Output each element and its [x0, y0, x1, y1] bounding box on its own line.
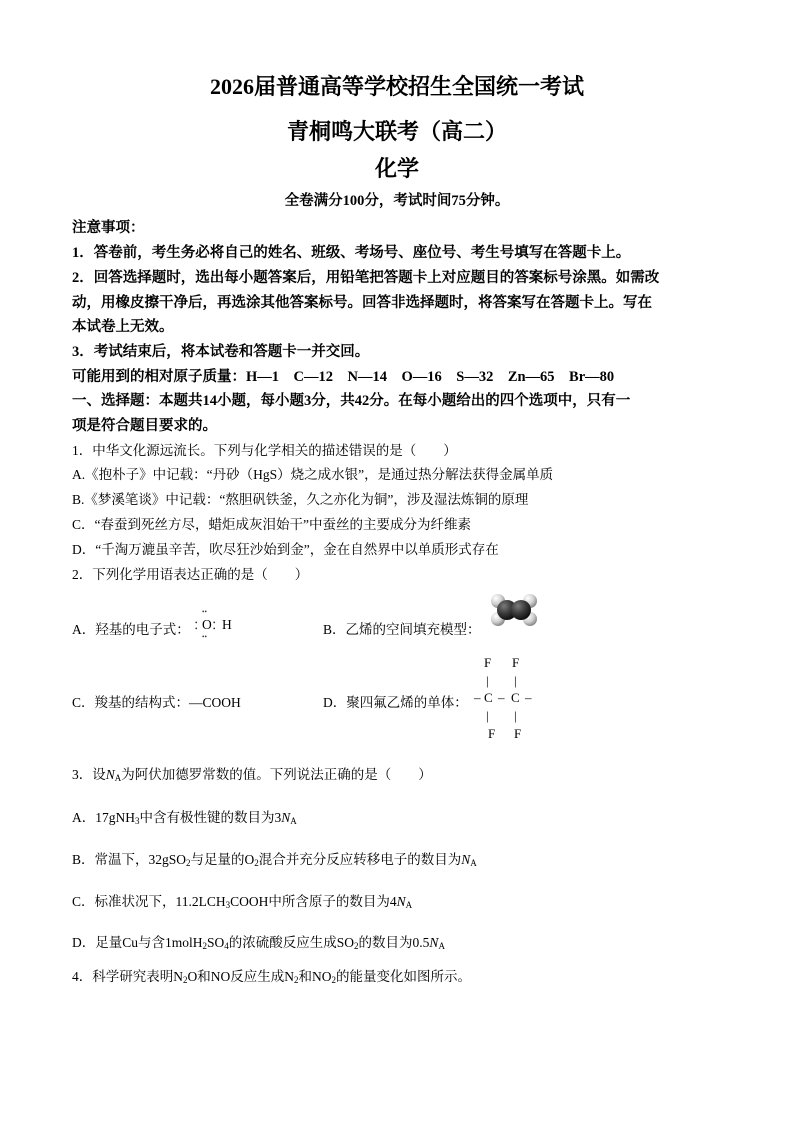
fluorine-bottom-left: F [488, 726, 496, 741]
fluorine-bottom-right: F [514, 726, 522, 741]
ethylene-space-filling-model [489, 592, 539, 628]
tetrafluoroethylene-structure [474, 652, 544, 748]
q2-option-b-label: B．乙烯的空间填充模型： [323, 622, 481, 637]
q3-option-d: D．足量Cu与含$1molH_2SO_4$的浓硫酸反应生成$SO_2$的数目为$0.5N_A$ [72, 935, 445, 951]
q1-option-c: C．“春蚕到死丝方尽，蜡炬成灰泪始干”中蚕丝的主要成分为纤维素 [72, 517, 471, 532]
bond-bottom-right: | [514, 708, 517, 723]
section-1-heading-cont: 项是符合题目要求的。 [72, 418, 217, 434]
q3-option-c: C．标准状况下，$11.2LCH_3COOH$中所含原子的数目为$4N_A$ [72, 894, 413, 910]
fluorine-top-right: F [512, 655, 520, 670]
q1-option-b: B.《梦溪笔谈》中记载：“熬胆矾铁釜，久之亦化为铜”，涉及湿法炼铜的原理 [72, 492, 529, 507]
notes-heading: 注意事项： [72, 220, 145, 236]
q2-option-c: C．羧基的结构式：—COOH [72, 695, 241, 710]
note-1: 1．答卷前，考生务必将自己的姓名、班级、考场号、座位号、考生号填写在答题卡上。 [72, 245, 631, 261]
oxygen-symbol: O [202, 617, 212, 632]
note-2-line1: 2．回答选择题时，选出每小题答案后，用铅笔把答题卡上对应题目的答案标号涂黑。如需改 [72, 270, 660, 286]
electron-dots-top: •• [202, 608, 207, 616]
q2-stem: 2．下列化学用语表达正确的是（ ） [72, 567, 309, 582]
q3-option-b: B．常温下，32gSO$_2$与足量的$O_2$混合并充分反应转移电子的数目为$N_A$ [72, 852, 477, 868]
q1-option-a: A.《抱朴子》中记载：“丹砂（HgS）烧之成水银”，是通过热分解法获得金属单质 [72, 467, 554, 482]
q2-option-b [323, 618, 481, 638]
q2-option-a [72, 618, 190, 638]
electron-dots-right: • • [213, 619, 216, 633]
bond-top-right: | [514, 673, 517, 688]
q2-option-d-label: D．聚四氟乙烯的单体： [323, 695, 468, 710]
q4-stem: 4．科学研究表明$N_2O$和NO反应生成$N_2$和$NO_2$的能量变化如图所示。 [72, 969, 471, 985]
bond-bottom-left: | [486, 708, 489, 723]
exam-title: 2026届普通高等学校招生全国统一考试 [209, 74, 584, 99]
bond-left: – [474, 690, 481, 705]
note-3: 3．考试结束后，将本试卷和答题卡一并交回。 [72, 344, 370, 360]
hydrogen-symbol: H [222, 617, 232, 632]
subject-title: 化学 [374, 156, 419, 181]
q2-option-d [323, 691, 468, 711]
bond-top-left: | [486, 673, 489, 688]
electron-dots-bottom: •• [202, 633, 207, 641]
avogadro-symbol: N [105, 767, 115, 782]
q1-stem: 1．中华文化源远流长。下列与化学相关的描述错误的是（ ） [72, 443, 457, 458]
note-2-line2: 动，用橡皮擦干净后，再选涂其他答案标号。回答非选择题时，将答案写在答题卡上。写在 [72, 295, 652, 311]
exam-subtitle: 青桐鸣大联考（高二） [286, 119, 507, 144]
section-1-heading: 一、选择题：本题共14小题，每小题3分，共42分。在每小题给出的四个选项中，只有一 [72, 393, 631, 409]
q3-stem: 3．设$N_A$为阿伏加德罗常数的值。下列说法正确的是（ ） [72, 767, 432, 783]
exam-info: 全卷满分100分，考试时间75分钟。 [284, 193, 510, 209]
carbon-right: C [511, 690, 520, 705]
q2-option-a-label: A．羟基的电子式： [72, 622, 190, 637]
bond-right: – [525, 690, 532, 705]
carbon-left: C [484, 690, 493, 705]
atomic-masses: 可能用到的相对原子质量：H—1 C—12 N—14 O—16 S—32 Zn—65 Br—80 [72, 369, 615, 385]
fluorine-top-left: F [484, 655, 492, 670]
q3-option-a: A．17gNH$_3$中含有极性键的数目为$3N_A$ [72, 810, 297, 826]
bond-middle: – [498, 690, 505, 705]
q1-option-d: D．“千淘万漉虽辛苦，吹尽狂沙始到金”，金在自然界中以单质形式存在 [72, 542, 499, 557]
note-2-line3: 本试卷上无效。 [72, 319, 174, 335]
electron-dots-left: • • [195, 619, 198, 633]
hydroxyl-electron-formula [196, 606, 246, 646]
